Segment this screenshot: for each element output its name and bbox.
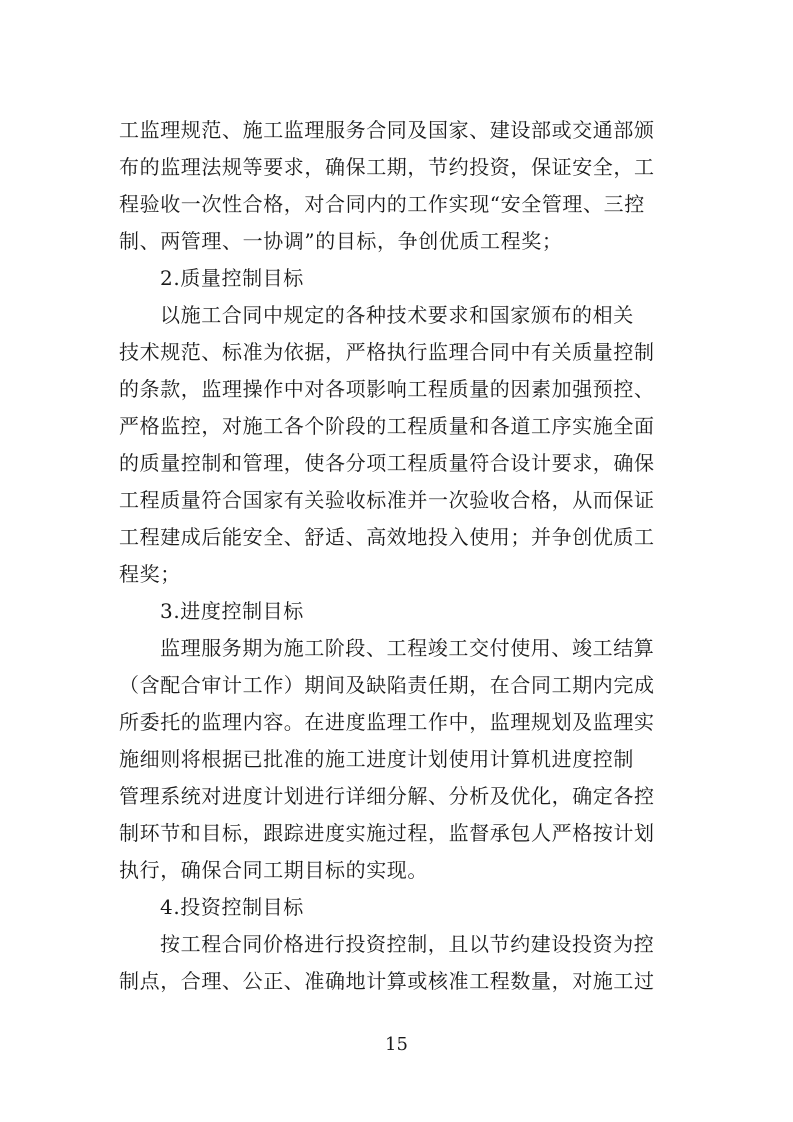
text-line: （含配合审计工作）期间及缺陷责任期，在合同工期内完成: [119, 673, 655, 697]
text-line: 按工程合同价格进行投资控制，且以节约建设投资为控: [160, 932, 655, 956]
section-heading: 2.质量控制目标: [160, 266, 304, 290]
text-line: 施细则将根据已批准的施工进度计划使用计算机进度控制: [119, 747, 634, 771]
text-line: 以施工合同中规定的各种技术要求和国家颁布的相关: [160, 303, 634, 327]
text-line: 制点，合理、公正、准确地计算或核准工程数量，对施工过: [119, 969, 655, 993]
text-line: 所委托的监理内容。在进度监理工作中，监理规划及监理实: [119, 710, 655, 734]
text-line: 管理系统对进度计划进行详细分解、分析及优化，确定各控: [119, 784, 655, 808]
text-line: 工监理规范、施工监理服务合同及国家、建设部或交通部颁: [119, 118, 655, 142]
page-number: 15: [385, 1034, 408, 1055]
text-line: 工程建成后能安全、舒适、高效地投入使用；并争创优质工: [119, 525, 655, 549]
text-line: 程奖；: [119, 562, 181, 586]
text-line: 程验收一次性合格，对合同内的工作实现“安全管理、三控: [119, 192, 645, 216]
text-line: 的质量控制和管理，使各分项工程质量符合设计要求，确保: [119, 451, 655, 475]
text-line: 的条款，监理操作中对各项影响工程质量的因素加强预控、: [119, 377, 655, 401]
section-heading: 3.进度控制目标: [160, 599, 304, 623]
text-line: 技术规范、标准为依据，严格执行监理合同中有关质量控制: [119, 340, 655, 364]
text-line: 制环节和目标，跟踪进度实施过程，监督承包人严格按计划: [119, 821, 655, 845]
text-line: 监理服务期为施工阶段、工程竣工交付使用、竣工结算: [160, 636, 655, 660]
text-line: 布的监理法规等要求，确保工期，节约投资，保证安全，工: [119, 155, 655, 179]
text-line: 制、两管理、一协调”的目标，争创优质工程奖；: [119, 229, 563, 253]
section-heading: 4.投资控制目标: [160, 895, 304, 919]
text-line: 工程质量符合国家有关验收标准并一次验收合格，从而保证: [119, 488, 655, 512]
text-line: 执行，确保合同工期目标的实现。: [119, 858, 428, 882]
text-line: 严格监控，对施工各个阶段的工程质量和各道工序实施全面: [119, 414, 655, 438]
